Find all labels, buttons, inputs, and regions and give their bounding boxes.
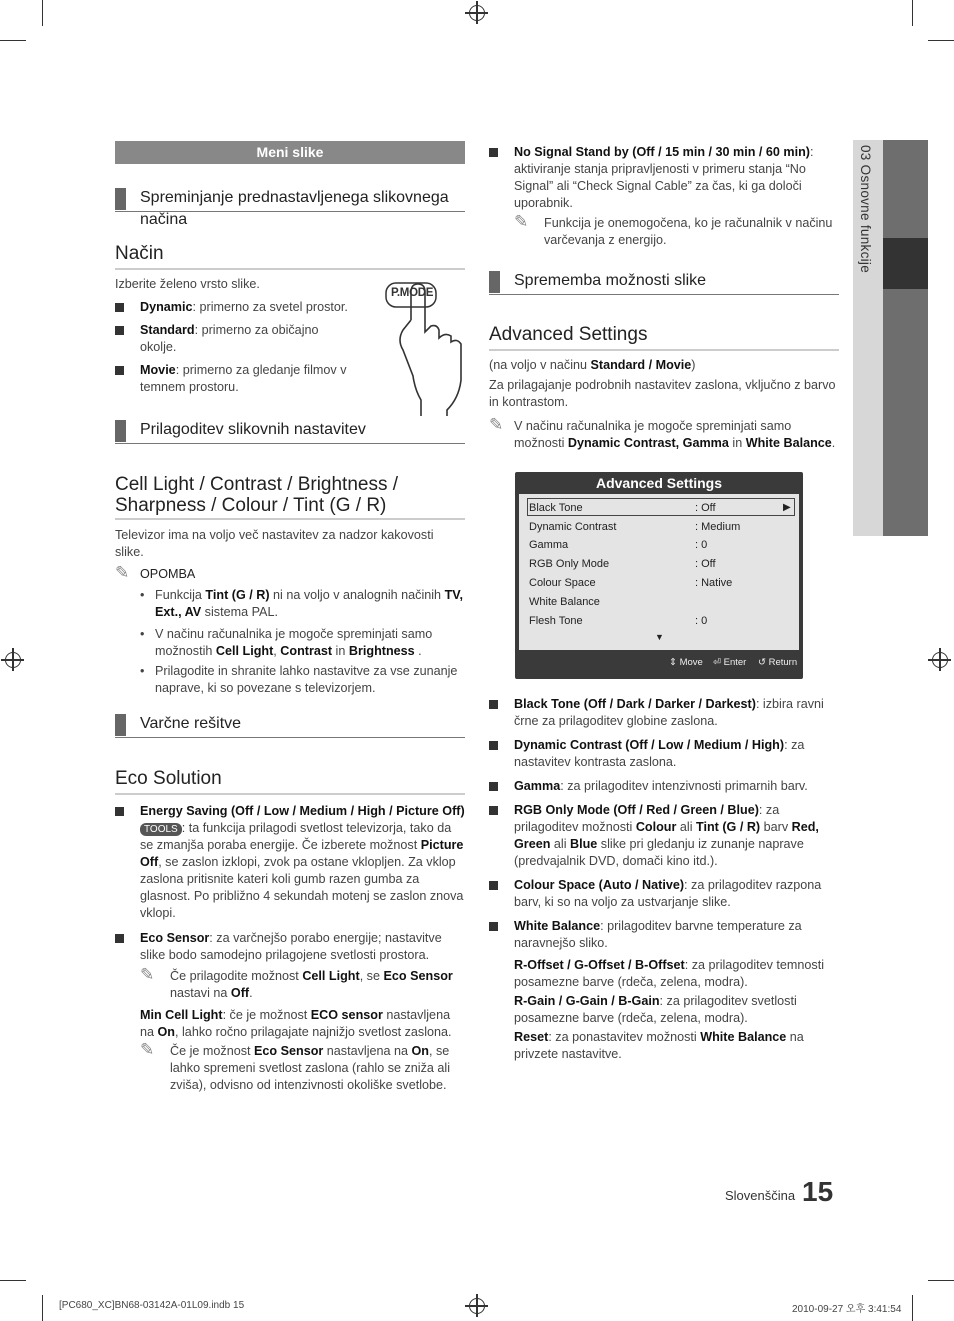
registration-mark-icon xyxy=(469,1298,485,1314)
eco-note: ✎ Če prilagodite možnost Cell Light, se Eco Sensor nastavi na Off. xyxy=(140,965,453,1000)
section-heading-nacin: Način xyxy=(115,243,465,270)
crop-mark xyxy=(928,40,954,41)
right-column xyxy=(489,144,839,452)
osd-value: : Off xyxy=(695,502,716,514)
eco-note: ✎ Če je možnost Eco Sensor nastavljena na On, se lahko spremeni svetlost zaslona (rahlo se zniža ali zviša), odvisno od intenzivnosti okoliške svetlobe. xyxy=(140,1040,450,1092)
rgb-only-mode-item: RGB Only Mode (Off / Red / Green / Blue): za prilagoditev možnosti Colour ali Tint (G / R) barv Red, Green ali Blue slike pri gledanju iz zunanje naprave (predvajalnik DVD, domači kino itd.). xyxy=(489,802,839,870)
side-tab-dark-band xyxy=(883,140,928,536)
right-column-list xyxy=(489,696,839,1063)
print-file-info: [PC680_XC]BN68-03142A-01L09.indb 15 xyxy=(59,1300,245,1311)
osd-row-rgb-only-mode[interactable]: RGB Only Mode xyxy=(529,558,610,570)
crop-mark xyxy=(0,40,26,41)
osd-row-white-balance[interactable]: White Balance xyxy=(529,596,600,608)
note-item: • Funkcija Tint (G / R) ni na voljo v analognih načinih TV, Ext., AV sistema PAL. xyxy=(140,587,465,621)
gain-item: R-Gain / G-Gain / B-Gain: za prilagoditev svetlosti posamezne barve (rdeča, zelena, modra). xyxy=(514,994,797,1025)
osd-value: : Native xyxy=(695,577,733,589)
white-balance-item: White Balance: prilagoditev barvne temperature za naravnejšo sliko. xyxy=(489,918,839,952)
osd-value: : Off xyxy=(695,558,716,570)
left-column xyxy=(115,141,465,1094)
side-tab-marker xyxy=(883,238,928,289)
energy-saving-item: Energy Saving (Off / Low / Medium / High / Picture Off) TOOLS : ta funkcija prilagodi svetlost televizorja, tako da se zmanjša poraba energije. Če izberete možnost Picture Off, se zaslon izklopi, zvok pa ostane vklopljen. Za vklop zaslona pritisnite kateri koli gumb razen gumba za glasnost. Po približno 4 sekundah motenj se zaslon znova vklopi. xyxy=(115,803,465,922)
cell-intro: Televizor ima na voljo več nastavitev za nadzor kakovosti slike. xyxy=(115,528,434,559)
crop-mark xyxy=(42,1295,43,1321)
nacin-block xyxy=(115,276,465,406)
osd-row-colour-space[interactable]: Colour Space xyxy=(529,577,596,589)
no-signal-item: No Signal Stand by (Off / 15 min / 30 min / 60 min): aktiviranje stanja pripravljenosti v primeru stanja “No Signal” ali “Check Signal Cable” za čas, ki ga določi uporabnik. xyxy=(489,144,839,212)
gamma-item: Gamma: za prilagoditev intenzivnosti primarnih barv. xyxy=(489,778,839,795)
registration-mark-icon xyxy=(5,652,21,668)
osd-title: Advanced Settings xyxy=(595,475,723,491)
pencil-icon: ✎ xyxy=(140,1040,155,1059)
min-cell-light-item: Min Cell Light: če je možnost ECO sensor nastavljena na On, lahko ročno prilagajate najnižjo svetlost zaslona. xyxy=(140,1008,452,1039)
crop-mark xyxy=(912,0,913,26)
reset-item: Reset: za ponastavitev možnosti White Balance na privzete nastavitve. xyxy=(514,1030,804,1061)
subsection-header: Prilagoditev slikovnih nastavitev xyxy=(115,419,465,444)
footer-language: Slovenščina xyxy=(725,1188,796,1203)
section-heading-cell-light: Cell Light / Contrast / Brightness / Sharpness / Colour / Tint (G / R) xyxy=(115,474,399,516)
mode-item: Standard: primerno za običajno okolje. xyxy=(115,322,340,356)
subsection-header: Spreminjanje prednastavljenega slikovnega načina xyxy=(115,187,465,212)
osd-row-flesh-tone[interactable]: Flesh Tone xyxy=(529,615,583,627)
osd-row-dynamic-contrast[interactable]: Dynamic Contrast xyxy=(529,521,617,533)
osd-hint-enter: ⏎ Enter xyxy=(713,657,747,668)
osd-panel xyxy=(519,494,799,650)
pencil-icon: ✎ xyxy=(514,212,529,231)
note-item: • Prilagodite in shranite lahko nastavitve za vse zunanje naprave, ki so povezane s televizorjem. xyxy=(140,663,465,697)
crop-mark xyxy=(912,1295,913,1321)
tools-button-icon: TOOLS xyxy=(140,823,182,836)
mode-item: Dynamic: primerno za svetel prostor. xyxy=(115,299,370,316)
offset-item: R-Offset / G-Offset / B-Offset: za prilagoditev temnosti posamezne barve (rdeča, zelena, modra). xyxy=(514,958,825,989)
updown-arrow-icon: ⇕ xyxy=(669,657,677,668)
colour-space-item: Colour Space (Auto / Native): za prilagoditev razpona barv, ki so na voljo za ustvarjanje slike. xyxy=(489,877,839,911)
crop-mark xyxy=(42,0,43,26)
section-heading-eco: Eco Solution xyxy=(115,768,465,795)
eco-sensor-item: Eco Sensor: za varčnejšo porabo energije; nastavitve slike bodo samodejno prilagojene svetlosti prostora. xyxy=(115,930,465,964)
print-date-info: 2010-09-27 오후 3:41:54 xyxy=(792,1304,902,1315)
note-item: • V načinu računalnika je mogoče spreminjati samo možnostih Cell Light, Contrast in Brightness . xyxy=(140,626,465,660)
arrow-right-icon: ▶ xyxy=(783,502,791,513)
pencil-icon: ✎ xyxy=(489,415,504,434)
adv-description: Za prilagajanje podrobnih nastavitev zaslona, vključno z barvo in kontrastom. xyxy=(489,378,836,409)
adv-note: ✎ V načinu računalnika je mogoče spreminjati samo možnosti Dynamic Contrast, Gamma in White Balance. xyxy=(489,415,836,450)
osd-value: : 0 xyxy=(695,539,708,551)
no-signal-note: ✎ Funkcija je onemogočena, ko je računalnik v načinu varčevanja z energijo. xyxy=(514,212,833,247)
black-tone-item: Black Tone (Off / Dark / Darker / Darkest): izbira ravni črne za prilagoditev globine zaslona. xyxy=(489,696,839,730)
osd-value: : Medium xyxy=(695,521,741,533)
mode-item: Movie: primerno za gledanje filmov v temnem prostoru. xyxy=(115,362,365,396)
chapter-label: 03 Osnovne funkcije xyxy=(858,145,873,274)
enter-icon: ⏎ xyxy=(713,657,721,668)
nacin-intro: Izberite želeno vrsto slike. xyxy=(115,277,260,291)
registration-mark-icon xyxy=(469,5,485,21)
crop-mark xyxy=(928,1280,954,1281)
section-heading-advanced: Advanced Settings xyxy=(489,324,839,351)
subsection-header: Sprememba možnosti slike xyxy=(489,270,839,295)
pencil-icon: ✎ xyxy=(140,965,155,984)
osd-value: : 0 xyxy=(695,615,708,627)
osd-hint-return: ↺ Return xyxy=(758,657,798,668)
advanced-settings-osd xyxy=(515,472,803,679)
page-number: 15 xyxy=(802,1176,834,1207)
note-heading: ✎ OPOMBA xyxy=(115,563,196,582)
dynamic-contrast-item: Dynamic Contrast (Off / Low / Medium / High): za nastavitev kontrasta zaslona. xyxy=(489,737,839,771)
menu-title: Meni slike xyxy=(115,141,465,164)
registration-mark-icon xyxy=(932,652,948,668)
pencil-icon: ✎ xyxy=(115,563,130,582)
adv-availability: (na voljo v načinu Standard / Movie) xyxy=(489,358,696,372)
osd-hint-move: ⇕ Move xyxy=(669,657,703,668)
osd-row-black-tone[interactable]: Black Tone xyxy=(529,502,583,514)
scroll-down-icon[interactable]: ▼ xyxy=(655,632,664,642)
osd-row-gamma[interactable]: Gamma xyxy=(529,539,569,551)
pmode-button: P.MODE xyxy=(391,287,434,299)
crop-mark xyxy=(0,1280,26,1281)
return-icon: ↺ xyxy=(758,657,766,668)
subsection-header: Varčne rešitve xyxy=(115,713,465,738)
